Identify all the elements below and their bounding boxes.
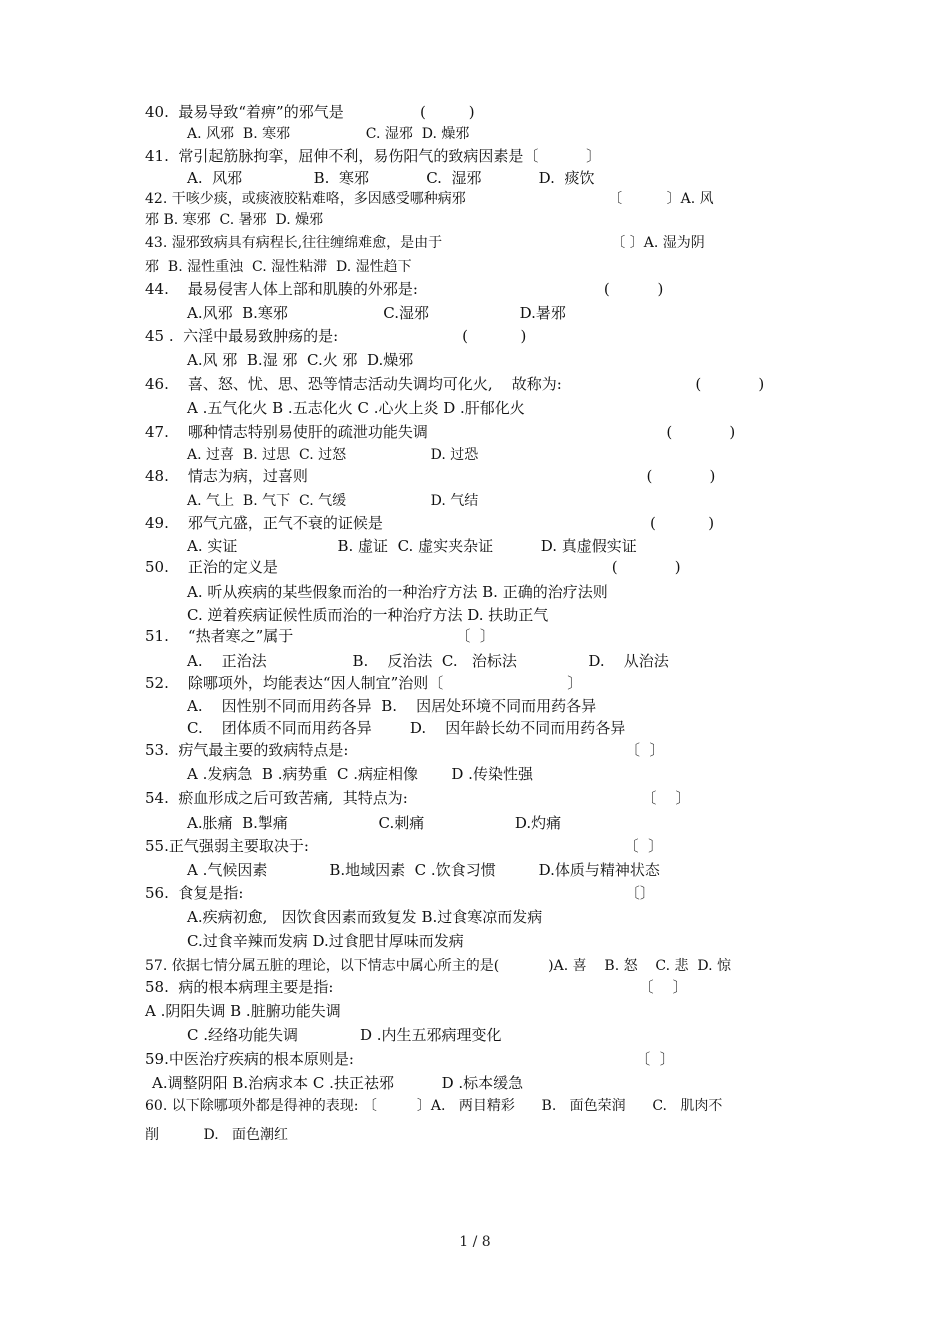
q45-stem: 45 . 六淫中最易致肿疡的是: ( )	[145, 327, 527, 345]
q53-options: A .发病急 B .病势重 C .病症相像 D .传染性强	[187, 765, 533, 783]
q48-options: A. 气上 B. 气下 C. 气缓 D. 气结	[187, 493, 479, 509]
q40-options: A. 风邪 B. 寒邪 C. 湿邪 D. 燥邪	[187, 126, 470, 142]
q56-options-1: A.疾病初愈, 因饮食因素而致复发 B.过食寒凉而发病	[187, 908, 543, 926]
q52-options-2: C. 团体质不同而用药各异 D. 因年龄长幼不同而用药各异	[187, 719, 626, 737]
q57-stem: 57. 依据七情分属五脏的理论，以下情志中属心所主的是( )A. 喜 B. 怒 C. 悲 D. 惊	[145, 958, 732, 974]
q44-options: A.风邪 B.寒邪 C.湿邪 D.暑邪	[187, 304, 566, 322]
q51-stem: 51. “热者寒之”属于 〔 〕	[145, 627, 495, 645]
q43-line1: 43. 湿邪致病具有病程长,往往缠绵难愈，是由于 〔 〕A. 湿为阴	[145, 235, 705, 251]
q47-stem: 47. 哪种情志特别易使肝的疏泄功能失调 ( )	[145, 423, 736, 441]
q55-stem: 55.正气强弱主要取决于: 〔 〕	[145, 837, 664, 855]
q49-stem: 49. 邪气亢盛，正气不衰的证候是 ( )	[145, 514, 715, 532]
q59-options: A.调整阴阳 B.治病求本 C .扶正祛邪 D .标本缓急	[152, 1074, 524, 1092]
q50-options-2: C. 逆着疾病证候性质而治的一种治疗方法 D. 扶助正气	[187, 606, 549, 624]
q45-options: A.风 邪 B.湿 邪 C.火 邪 D.燥邪	[187, 351, 414, 369]
q58-stem: 58. 病的根本病理主要是指: 〔 〕	[145, 978, 688, 996]
q54-options: A.胀痛 B.掣痛 C.刺痛 D.灼痛	[187, 814, 562, 832]
q54-stem: 54. 瘀血形成之后可致苦痛, 其特点为: 〔 〕	[145, 789, 691, 807]
q47-options: A. 过喜 B. 过思 C. 过怒 D. 过恐	[187, 447, 479, 463]
q41-stem: 41. 常引起筋脉拘挛，屈伸不利，易伤阳气的致病因素是〔 〕	[145, 147, 602, 165]
q42-line1: 42. 干咳少痰，或痰液胶粘难咯，多因感受哪种病邪 〔 〕A. 风	[145, 191, 714, 207]
q56-options-2: C.过食辛辣而发病 D.过食肥甘厚味而发病	[187, 932, 464, 950]
q58-options-2: C .经络功能失调 D .内生五邪病理变化	[187, 1026, 502, 1044]
q50-options-1: A. 听从疾病的某些假象而治的一种治疗方法 B. 正确的治疗法则	[187, 583, 608, 601]
q44-stem: 44. 最易侵害人体上部和肌腠的外邪是: ( )	[145, 280, 664, 298]
page-number: 1 / 8	[459, 1234, 491, 1250]
q51-options: A. 正治法 B. 反治法 C. 治标法 D. 从治法	[187, 652, 669, 670]
q50-stem: 50. 正治的定义是 ( )	[145, 558, 681, 576]
q52-options-1: A. 因性别不同而用药各异 B. 因居处环境不同而用药各异	[187, 697, 597, 715]
q56-stem: 56. 食复是指: 〔〕	[145, 884, 655, 902]
q43-line2: 邪 B. 湿性重浊 C. 湿性粘滞 D. 湿性趋下	[145, 259, 412, 275]
q58-options-1: A .阴阳失调 B .脏腑功能失调	[145, 1002, 341, 1020]
q48-stem: 48. 情志为病，过喜则 ( )	[145, 467, 716, 485]
q42-line2: 邪 B. 寒邪 C. 暑邪 D. 燥邪	[145, 212, 324, 228]
q41-options: A. 风邪 B. 寒邪 C. 湿邪 D. 痰饮	[187, 169, 595, 187]
q46-options: A .五气化火 B .五志化火 C .心火上炎 D .肝郁化火	[187, 399, 525, 417]
q59-stem: 59.中医治疗疾病的根本原则是: 〔 〕	[145, 1050, 675, 1068]
q40-stem: 40. 最易导致“着痹”的邪气是 ( )	[145, 103, 475, 121]
q60-line1: 60. 以下除哪项外都是得神的表现: 〔 〕A. 两目精彩 B. 面色荣润 C. 肌肉不	[145, 1098, 723, 1114]
q46-stem: 46. 喜、怒、忧、思、恐等情志活动失调均可化火, 故称为: ( )	[145, 375, 765, 393]
q49-options: A. 实证 B. 虚证 C. 虚实夹杂证 D. 真虚假实证	[187, 537, 637, 555]
q60-line2: 削 D. 面色潮红	[145, 1127, 289, 1143]
q52-stem: 52. 除哪项外，均能表达“因人制宜”治则〔 〕	[145, 674, 583, 692]
q53-stem: 53. 疠气最主要的致病特点是: 〔 〕	[145, 741, 665, 759]
q55-options: A .气候因素 B.地域因素 C .饮食习惯 D.体质与精神状态	[187, 861, 660, 879]
